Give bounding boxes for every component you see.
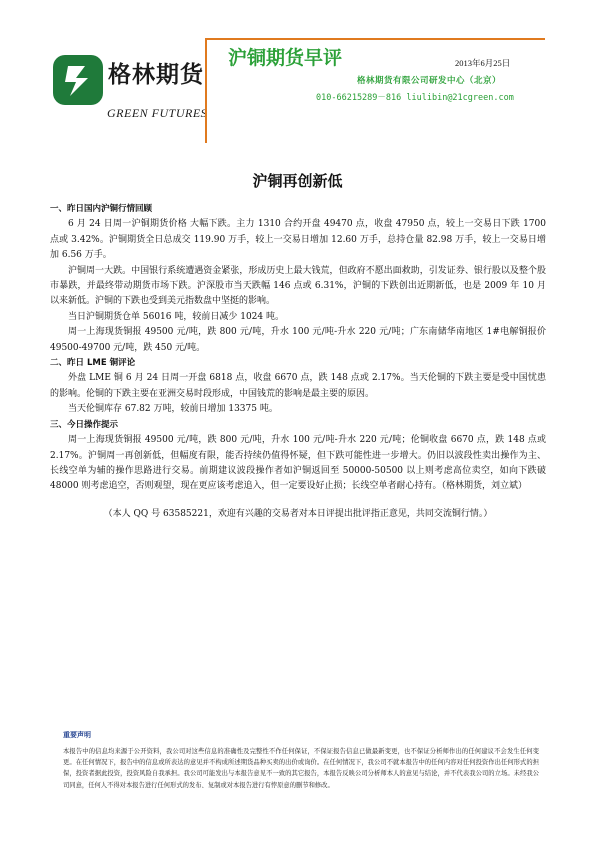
disclaimer-text: 本报告中的信息均来源于公开资料，我公司对这些信息的准确性及完整性不作任何保证，不保证报告信息已做最新变更，也不保证分析师作出的任何建议不会发生任何变更。在任何情况下，报告中的信息或所表达的意见并不构成所述期货品种买卖的出价或询价。在任何情况下，我公司不就本报告中的任何内容对任何投资作出任何形式的担保，投资者据此投资，投资风险自我承担。我公司可能发出与本报告意见不一致的其它报告，本报告反映公司分析师本人的意见与结论，并不代表我公司的立场。未经我公司同意，任何人不得对本报告进行任何形式的发布、复制或对本报告进行有悖原意的删节和修改。: [63, 748, 539, 789]
header-vertical-divider: [205, 38, 207, 143]
report-date: 2013年6月25日: [455, 58, 511, 68]
section-3-paragraph: 周一上海现货铜报 49500 元/吨，跌 800 元/吨，升水 100 元/吨-升水 220 元/吨；伦铜收盘 6670 点，跌 148 点或 2.17%。沪铜周一再创新低，但幅度有限，能否持续仍值得怀疑，但下跌可能性进一步增大。仍旧以波段性卖出操作为主、长线空单为辅的操作思路进行交易。前期建议波段操作者如沪铜返回至 50000-50500 以上则考虑高位卖空，如向下跌破 48000 则考虑追空，否则观望，现在更应该考虑追入，但一定要设好止损；长线空单者耐心持有。（格林期货，刘立斌）: [50, 435, 546, 492]
section-2-title: 二、昨日 LME 铜评论: [50, 358, 136, 369]
section-1-paragraph: 当日沪铜期货仓单 56016 吨，较前日减少 1024 吨。: [68, 311, 284, 322]
page-headline: 沪铜再创新低: [252, 172, 343, 190]
logo-chinese-name: 格林期货: [108, 62, 204, 88]
section-1-paragraph: 周一上海现货铜报 49500 元/吨，跌 800 元/吨，升水 100 元/吨-升水 220 元/吨；广东南储华南地区 1#电解铜报价 49500-49700 元/吨，跌 450 元/吨。: [50, 327, 546, 353]
contact-info: 010-66215289－816 liulibin@21cgreen.com: [316, 93, 514, 103]
header-horizontal-divider: [205, 38, 545, 40]
section-2-paragraph: 当天伦铜库存 67.82 万吨，较前日增加 13375 吨。: [68, 404, 278, 415]
section-1-title: 一、昨日国内沪铜行情回顾: [50, 204, 153, 214]
contact-note: （本人 QQ 号 63585221，欢迎有兴趣的交易者对本日评提出批评指正意见，共同交流铜行情。）: [103, 508, 493, 519]
company-name: 格林期货有限公司研发中心（北京）: [357, 76, 502, 86]
company-logo: [52, 46, 208, 140]
section-1-paragraph: 沪铜周一大跌。中国银行系统遭遇资金紧张，形成历史上最大钱荒，但政府不愿出面救助，引发证券、银行股以及整个股市暴跌，并最终带动期货市场下跌。沪深股市当天跌幅 146 点或 6.31%，沪铜的下跌创出近期新低，也是 2009 年 10 月以来新低。沪铜的下跌也受到美元指数盘中坚挺的影响。: [50, 265, 546, 307]
report-title: 沪铜期货早评: [228, 47, 343, 69]
green-futures-logo-icon: [52, 54, 104, 106]
section-1-paragraph: 6 月 24 日周一沪铜期货价格 大幅下跌。主力 1310 合约开盘 49470 点，收盘 47950 点，较上一交易日下跌 1700 点或 3.42%。沪铜期货全日总成交 119.90 万手，较上一交易日增加 12.60 万手，总持仓量 82.98 万手，较上一交易日增加 6.56 万手。: [50, 219, 546, 261]
report-body: [50, 202, 546, 522]
section-2-paragraph: 外盘 LME 铜 6 月 24 日周一开盘 6818 点，收盘 6670 点，跌 148 点或 2.17%。当天伦铜的下跌主要是受中国忧患的影响。伦铜的下跌主要在亚洲交易时段形成，中国钱荒的影响是最主要的原因。: [50, 373, 546, 399]
logo-english-name: GREEN FUTURES: [107, 106, 208, 120]
disclaimer-title: 重要声明: [63, 731, 91, 739]
section-3-title: 三、今日操作提示: [50, 419, 119, 430]
